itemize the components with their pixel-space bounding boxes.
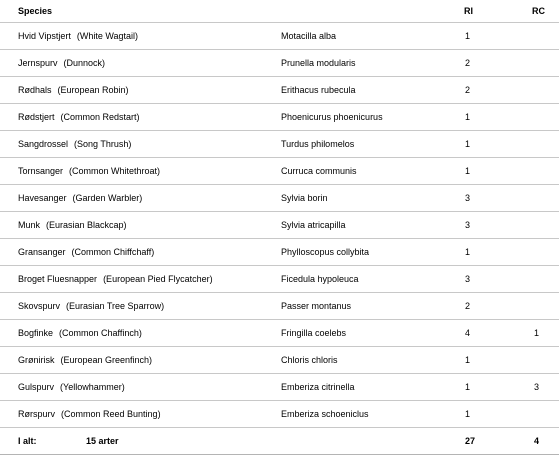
rc-value: 3 [505, 374, 559, 401]
species-cell [0, 104, 275, 131]
rc-value [505, 77, 559, 104]
latin-name: Erithacus rubecula [275, 77, 445, 104]
species-cell [0, 401, 275, 428]
english-name: (Dunnock) [63, 58, 106, 68]
species-cell [0, 50, 275, 77]
table-row [0, 401, 559, 428]
danish-name: Sangdrossel [18, 139, 69, 149]
latin-name: Motacilla alba [275, 23, 445, 50]
english-name: (Common Reed Bunting) [61, 409, 161, 419]
species-cell [0, 185, 275, 212]
english-name: (Common Chiffchaff) [71, 247, 155, 257]
ri-value: 2 [445, 293, 505, 320]
latin-name: Emberiza schoeniclus [275, 401, 445, 428]
danish-name: Grønirisk [18, 355, 55, 365]
species-cell [0, 347, 275, 374]
danish-name: Jernspurv [18, 58, 58, 68]
total-count: 15 arter [86, 436, 119, 446]
rc-value [505, 158, 559, 185]
table-row [0, 23, 559, 50]
table-body [0, 23, 559, 428]
species-cell [0, 293, 275, 320]
rc-value [505, 50, 559, 77]
species-cell [0, 77, 275, 104]
danish-name: Hvid Vipstjert [18, 31, 71, 41]
ri-value: 1 [445, 347, 505, 374]
english-name: (European Robin) [57, 85, 129, 95]
danish-name: Broget Fluesnapper [18, 274, 98, 284]
species-cell [0, 23, 275, 50]
ri-value: 1 [445, 401, 505, 428]
danish-name: Rørspurv [18, 409, 56, 419]
table-row [0, 185, 559, 212]
table-row [0, 104, 559, 131]
species-cell [0, 131, 275, 158]
rc-value [505, 239, 559, 266]
total-cell [0, 428, 275, 455]
rc-value [505, 104, 559, 131]
danish-name: Bogfinke [18, 328, 54, 338]
header-row [0, 0, 559, 23]
species-cell [0, 266, 275, 293]
english-name: (Common Redstart) [60, 112, 140, 122]
header-rc: RC [505, 0, 559, 23]
header-ri: RI [445, 0, 505, 23]
rc-value [505, 23, 559, 50]
species-cell [0, 239, 275, 266]
latin-name: Phylloscopus collybita [275, 239, 445, 266]
table-header [0, 0, 559, 23]
table-row [0, 320, 559, 347]
ri-value: 4 [445, 320, 505, 347]
ri-value: 2 [445, 50, 505, 77]
rc-value [505, 212, 559, 239]
rc-value [505, 401, 559, 428]
danish-name: Gulspurv [18, 382, 55, 392]
table-footer [0, 428, 559, 455]
table-row [0, 293, 559, 320]
table-row [0, 77, 559, 104]
danish-name: Skovspurv [18, 301, 61, 311]
english-name: (White Wagtail) [76, 31, 139, 41]
danish-name: Havesanger [18, 193, 67, 203]
table-row [0, 347, 559, 374]
rc-value [505, 293, 559, 320]
latin-name: Sylvia atricapilla [275, 212, 445, 239]
ri-value: 1 [445, 158, 505, 185]
header-species: Species [0, 0, 275, 23]
species-cell [0, 374, 275, 401]
english-name: (Eurasian Blackcap) [46, 220, 127, 230]
total-row [0, 428, 559, 455]
table-row [0, 212, 559, 239]
total-ri: 27 [445, 428, 505, 455]
total-latin [275, 428, 445, 455]
species-cell [0, 320, 275, 347]
english-name: (European Pied Flycatcher) [103, 274, 213, 284]
danish-name: Munk [18, 220, 41, 230]
species-cell [0, 212, 275, 239]
danish-name: Rødstjert [18, 112, 55, 122]
table-row [0, 374, 559, 401]
english-name: (European Greenfinch) [60, 355, 153, 365]
english-name: (Yellowhammer) [60, 382, 125, 392]
ri-value: 1 [445, 23, 505, 50]
rc-value [505, 347, 559, 374]
rc-value [505, 185, 559, 212]
ri-value: 1 [445, 374, 505, 401]
total-label: I alt: [18, 436, 37, 446]
latin-name: Fringilla coelebs [275, 320, 445, 347]
ri-value: 1 [445, 104, 505, 131]
table-row [0, 50, 559, 77]
english-name: (Garden Warbler) [72, 193, 143, 203]
rc-value [505, 266, 559, 293]
english-name: (Common Whitethroat) [69, 166, 161, 176]
latin-name: Ficedula hypoleuca [275, 266, 445, 293]
table-row [0, 131, 559, 158]
table-row [0, 239, 559, 266]
english-name: (Eurasian Tree Sparrow) [66, 301, 165, 311]
english-name: (Common Chaffinch) [59, 328, 142, 338]
table-row [0, 266, 559, 293]
latin-name: Curruca communis [275, 158, 445, 185]
danish-name: Tornsanger [18, 166, 64, 176]
latin-name: Turdus philomelos [275, 131, 445, 158]
total-rc: 4 [505, 428, 559, 455]
ri-value: 3 [445, 266, 505, 293]
ri-value: 1 [445, 239, 505, 266]
species-cell [0, 158, 275, 185]
latin-name: Emberiza citrinella [275, 374, 445, 401]
ri-value: 3 [445, 212, 505, 239]
latin-name: Sylvia borin [275, 185, 445, 212]
danish-name: Rødhals [18, 85, 52, 95]
rc-value: 1 [505, 320, 559, 347]
latin-name: Passer montanus [275, 293, 445, 320]
header-latin [275, 0, 445, 23]
danish-name: Gransanger [18, 247, 66, 257]
table-row [0, 158, 559, 185]
latin-name: Prunella modularis [275, 50, 445, 77]
latin-name: Chloris chloris [275, 347, 445, 374]
english-name: (Song Thrush) [74, 139, 132, 149]
ri-value: 2 [445, 77, 505, 104]
latin-name: Phoenicurus phoenicurus [275, 104, 445, 131]
ri-value: 3 [445, 185, 505, 212]
ri-value: 1 [445, 131, 505, 158]
rc-value [505, 131, 559, 158]
